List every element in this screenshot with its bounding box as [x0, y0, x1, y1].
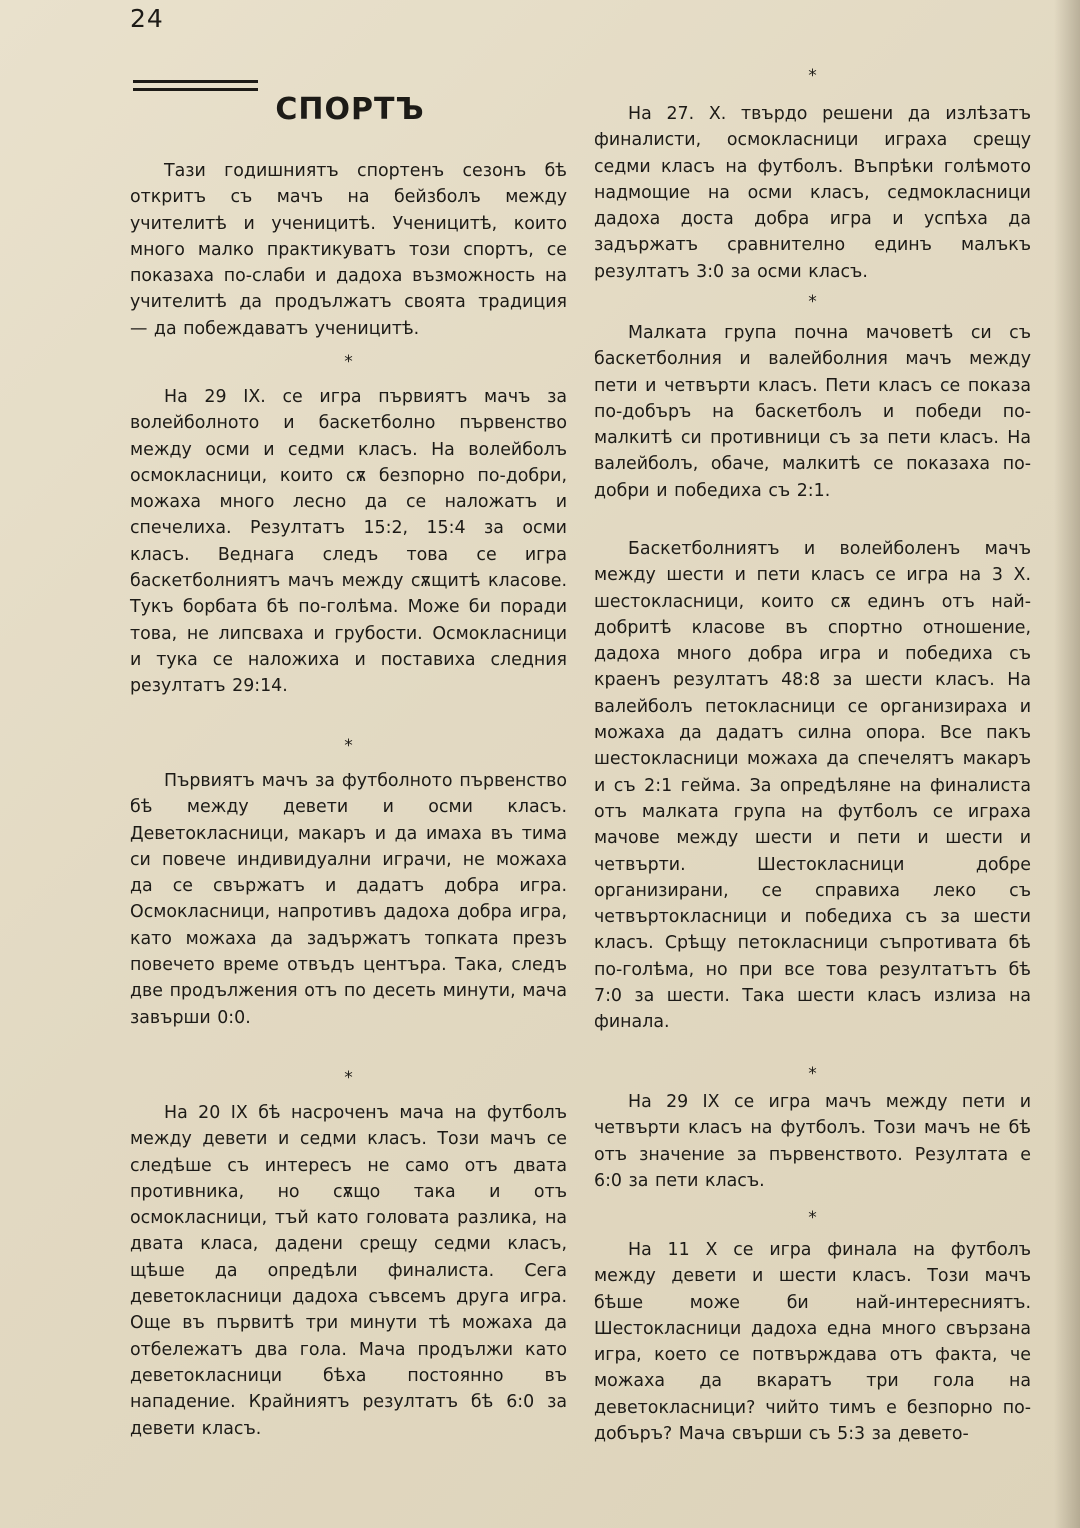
- section-separator: *: [344, 736, 353, 756]
- section-separator: *: [344, 1068, 353, 1088]
- paragraph-football-9-8: Първиятъ мачъ за футболното първенство бѣ между девети и осми класъ. Деветокласници, макаръ и да имаха въ тима си повече индивидуални играчи, не можаха да се свържатъ и дадатъ добра игра. Осмокласници, напротивъ дадоха добра игра, като можаха да задържатъ топката презъ повечето време отвъдъ центъра. Така, следъ две продължения отъ по десеть минути, мача завърши 0:0.: [130, 771, 567, 1028]
- section-separator: *: [808, 1064, 817, 1084]
- section-separator: *: [808, 292, 817, 312]
- page-number: 24: [130, 4, 164, 33]
- section-title: СПОРТЪ: [275, 92, 425, 127]
- paragraph-small-group-5-4: Малката група почна мачоветѣ си съ баскетболния и валейболния мачъ между пети и четвърти класъ. Пети класъ се показа по-добъръ на баскетболъ и победи по-малкитѣ си противници съ за пети класъ. На валейболъ, обаче, малкитѣ се показаха по-добри и победиха съ 2:1.: [594, 323, 1031, 501]
- paragraph-season-opening: Тази годишниятъ спортенъ сезонъ бѣ откритъ съ мачъ на бейзболъ между учителитѣ и ученицитѣ. Ученицитѣ, които много малко практикуватъ този спортъ, се показаха по-слаби и дадоха възможность на учителитѣ да продължатъ своята традиция — да побеждаватъ ученицитѣ.: [130, 161, 567, 339]
- title-rule-top: [133, 80, 258, 83]
- section-separator: *: [344, 352, 353, 372]
- paragraph-football-9-7: На 20 IX бѣ насроченъ мача на футболъ между девети и седми класъ. Този мачъ се следѣше съ интересъ не само отъ двата противника, но сѫщо така и отъ осмокласници, тъй като головата разлика, на двата класа, дадени срещу седми класъ, щѣше да опредѣли финалиста. Сега деветокласници дадоха съвсемъ друга игра. Още въ първитѣ три минути тѣ можаха да отбележатъ два гола. Мача продължи като деветокласници бѣха постоянно въ нападение. Крайниятъ резултатъ бѣ 6:0 за девети класъ.: [130, 1103, 567, 1439]
- page-binding-shadow: [1054, 0, 1080, 1528]
- section-separator: *: [808, 66, 817, 86]
- paragraph-football-5-4: На 29 IX се игра мачъ между пети и четвърти класъ на футболъ. Този мачъ не бѣ отъ значение за първенството. Резултата е 6:0 за пети класъ.: [594, 1092, 1031, 1191]
- paragraph-football-final-9-6: На 11 X се игра финала на футболъ между девети и шести класъ. Този мачъ бѣше може би най-интересниятъ. Шестокласници дадоха една много свързана игра, което се потвърждава отъ факта, че можаха да вкаратъ три гола на деветокласници? чийто тимъ е безпорно по-добъръ? Мача свърши съ 5:3 за девето-: [594, 1240, 1031, 1445]
- section-separator: *: [808, 1208, 817, 1228]
- paragraph-football-8-7: На 27. X. твърдо решени да излѣзатъ финалисти, осмокласници играха срещу седми класъ на футболъ. Въпрѣки голѣмото надмощие на осми класъ, седмокласници дадоха доста добра игра и успѣха да задържатъ сравнително единъ малъкъ резултатъ 3:0 за осми класъ.: [594, 104, 1031, 282]
- paragraph-basketball-volleyball-6-5: Баскетболниятъ и волейболенъ мачъ между шести и пети класъ се игра на 3 X. шестокласници, които сѫ единъ отъ най-добритѣ класове въ спортно отношение, дадоха много добра игра и победиха съ краенъ резултатъ 48:8 за шести класъ. На валейболъ петокласници се организираха и можаха да дадатъ силна опора. Все пакъ шестокласници можаха да спечелятъ макаръ и съ 2:1 гейма. За опредѣляне на финалиста отъ малката група на футболъ се играха мачове между шести и пети и шести и четвърти. Шестокласници добре организирани, се справиха леко съ четвъртокласници и победиха съ за шести класъ. Срѣщу петокласници съпротивата бѣ по-голѣма, но при все това резултатътъ бѣ 7:0 за шести. Така шести класъ излиза на финала.: [594, 539, 1031, 1033]
- title-rule-bottom: [133, 88, 258, 91]
- paragraph-volleyball-basketball-8-7: На 29 IX. се игра първиятъ мачъ за волейболното и баскетболно първенство между осми и седми класъ. На волейболъ осмокласници, които сѫ безпорно по-добри, можаха много лесно да се наложатъ и спечелиха. Резултатъ 15:2, 15:4 за осми класъ. Веднага следъ това се игра баскетболниятъ мачъ между сѫщитѣ класове. Тукъ борбата бѣ по-голѣма. Може би поради това, не липсваха и грубости. Осмокласници и тука се наложиха и поставиха следния резултатъ 29:14.: [130, 387, 567, 697]
